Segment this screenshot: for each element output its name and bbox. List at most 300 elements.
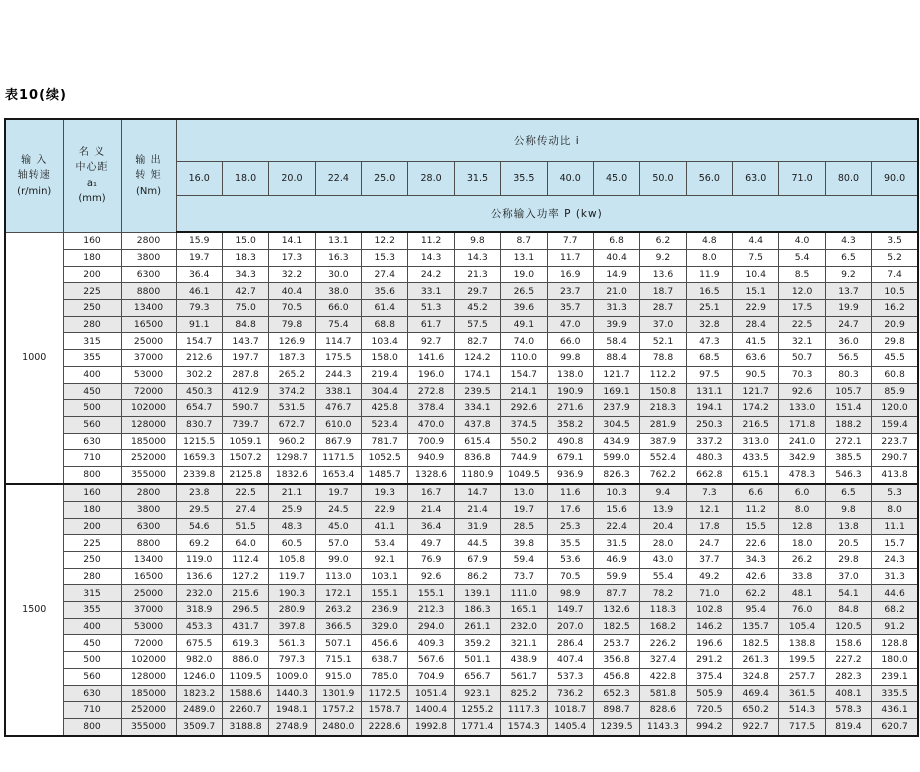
power-value-cell: 480.3 <box>686 450 732 467</box>
power-value-cell: 387.9 <box>640 433 686 450</box>
power-value-cell: 3188.8 <box>222 718 268 736</box>
center-distance-cell: 250 <box>63 300 121 317</box>
table-row <box>5 266 918 283</box>
power-value-cell: 8.7 <box>501 232 547 250</box>
power-value-cell: 55.4 <box>640 568 686 585</box>
power-value-cell: 92.7 <box>408 333 454 350</box>
center-distance-cell: 400 <box>63 366 121 383</box>
table-header <box>5 119 918 232</box>
power-value-cell: 1246.0 <box>176 668 222 685</box>
ratio-header-cell: 20.0 <box>269 161 315 195</box>
power-value-cell: 18.7 <box>640 283 686 300</box>
output-torque-cell: 3800 <box>121 250 176 267</box>
power-value-cell: 1172.5 <box>362 685 408 702</box>
power-value-cell: 476.7 <box>315 400 361 417</box>
ratio-header-cell: 71.0 <box>779 161 825 195</box>
power-value-cell: 244.3 <box>315 366 361 383</box>
power-value-cell: 74.0 <box>501 333 547 350</box>
table-row <box>5 232 918 250</box>
center-distance-cell: 450 <box>63 383 121 400</box>
power-value-cell: 318.9 <box>176 602 222 619</box>
power-value-cell: 16.2 <box>872 300 918 317</box>
power-value-cell: 10.3 <box>593 484 639 502</box>
power-value-cell: 50.7 <box>779 350 825 367</box>
power-value-cell: 15.0 <box>222 232 268 250</box>
power-value-cell: 960.2 <box>269 433 315 450</box>
power-value-cell: 19.0 <box>501 266 547 283</box>
power-value-cell: 98.9 <box>547 585 593 602</box>
power-value-cell: 58.4 <box>593 333 639 350</box>
output-torque-cell: 355000 <box>121 718 176 736</box>
power-value-cell: 375.4 <box>686 668 732 685</box>
power-value-cell: 915.0 <box>315 668 361 685</box>
power-value-cell: 27.4 <box>222 501 268 518</box>
power-value-cell: 112.2 <box>640 366 686 383</box>
power-value-cell: 982.0 <box>176 652 222 669</box>
output-torque-cell: 13400 <box>121 300 176 317</box>
power-value-cell: 31.5 <box>593 535 639 552</box>
power-value-cell: 121.7 <box>593 366 639 383</box>
power-value-cell: 337.2 <box>686 433 732 450</box>
power-value-cell: 342.9 <box>779 450 825 467</box>
power-value-cell: 27.4 <box>362 266 408 283</box>
center-distance-cell: 630 <box>63 685 121 702</box>
table-row <box>5 718 918 736</box>
power-value-cell: 12.2 <box>362 232 408 250</box>
power-value-cell: 11.9 <box>686 266 732 283</box>
power-value-cell: 282.3 <box>825 668 871 685</box>
power-value-cell: 15.9 <box>176 232 222 250</box>
output-torque-cell: 6300 <box>121 518 176 535</box>
power-value-cell: 550.2 <box>501 433 547 450</box>
ratio-header-cell: 56.0 <box>686 161 732 195</box>
power-value-cell: 22.5 <box>779 316 825 333</box>
power-value-cell: 45.0 <box>315 518 361 535</box>
power-value-cell: 261.3 <box>733 652 779 669</box>
power-value-cell: 1400.4 <box>408 702 454 719</box>
power-value-cell: 236.9 <box>362 602 408 619</box>
power-value-cell: 186.3 <box>454 602 500 619</box>
output-torque-cell: 2800 <box>121 232 176 250</box>
power-value-cell: 76.0 <box>779 602 825 619</box>
power-value-cell: 196.0 <box>408 366 454 383</box>
power-value-cell: 762.2 <box>640 466 686 484</box>
power-value-cell: 650.2 <box>733 702 779 719</box>
power-value-cell: 133.0 <box>779 400 825 417</box>
power-value-cell: 385.5 <box>825 450 871 467</box>
power-value-cell: 19.3 <box>362 484 408 502</box>
power-value-cell: 49.1 <box>501 316 547 333</box>
ratio-header-cell: 35.5 <box>501 161 547 195</box>
power-value-cell: 797.3 <box>269 652 315 669</box>
power-value-cell: 53.4 <box>362 535 408 552</box>
power-value-cell: 450.3 <box>176 383 222 400</box>
power-value-cell: 33.8 <box>779 568 825 585</box>
power-value-cell: 146.2 <box>686 618 732 635</box>
power-value-cell: 223.7 <box>872 433 918 450</box>
power-value-cell: 1052.5 <box>362 450 408 467</box>
power-value-cell: 47.3 <box>686 333 732 350</box>
power-value-cell: 44.6 <box>872 585 918 602</box>
power-value-cell: 90.5 <box>733 366 779 383</box>
power-value-cell: 155.1 <box>408 585 454 602</box>
output-torque-cell: 355000 <box>121 466 176 484</box>
power-value-cell: 97.5 <box>686 366 732 383</box>
power-value-cell: 136.6 <box>176 568 222 585</box>
table-row <box>5 635 918 652</box>
power-value-cell: 31.3 <box>593 300 639 317</box>
power-value-cell: 138.8 <box>779 635 825 652</box>
power-value-cell: 32.8 <box>686 316 732 333</box>
power-value-cell: 292.6 <box>501 400 547 417</box>
power-value-cell: 64.0 <box>222 535 268 552</box>
ratio-header-cell: 80.0 <box>825 161 871 195</box>
power-value-cell: 10.5 <box>872 283 918 300</box>
power-value-cell: 32.1 <box>779 333 825 350</box>
power-value-cell: 408.1 <box>825 685 871 702</box>
power-value-cell: 120.0 <box>872 400 918 417</box>
power-value-cell: 23.8 <box>176 484 222 502</box>
power-value-cell: 30.0 <box>315 266 361 283</box>
power-value-cell: 13.0 <box>501 484 547 502</box>
power-value-cell: 61.7 <box>408 316 454 333</box>
power-value-cell: 111.0 <box>501 585 547 602</box>
power-value-cell: 12.8 <box>779 518 825 535</box>
power-value-cell: 158.6 <box>825 635 871 652</box>
power-value-cell: 159.4 <box>872 416 918 433</box>
power-value-cell: 59.9 <box>593 568 639 585</box>
power-value-cell: 437.8 <box>454 416 500 433</box>
power-value-cell: 150.8 <box>640 383 686 400</box>
power-value-cell: 781.7 <box>362 433 408 450</box>
power-value-cell: 35.6 <box>362 283 408 300</box>
power-value-cell: 20.5 <box>825 535 871 552</box>
power-value-cell: 40.4 <box>593 250 639 267</box>
power-value-cell: 68.2 <box>872 602 918 619</box>
power-value-cell: 102.8 <box>686 602 732 619</box>
power-value-cell: 174.1 <box>454 366 500 383</box>
power-value-cell: 263.2 <box>315 602 361 619</box>
power-value-cell: 638.7 <box>362 652 408 669</box>
power-value-cell: 169.1 <box>593 383 639 400</box>
power-value-cell: 68.5 <box>686 350 732 367</box>
power-value-cell: 590.7 <box>222 400 268 417</box>
power-value-cell: 2489.0 <box>176 702 222 719</box>
power-value-cell: 49.7 <box>408 535 454 552</box>
power-value-cell: 358.2 <box>547 416 593 433</box>
power-value-cell: 436.1 <box>872 702 918 719</box>
power-value-cell: 280.9 <box>269 602 315 619</box>
power-value-cell: 4.4 <box>733 232 779 250</box>
power-value-cell: 16.3 <box>315 250 361 267</box>
power-value-cell: 219.4 <box>362 366 408 383</box>
power-value-cell: 1659.3 <box>176 450 222 467</box>
power-value-cell: 24.7 <box>686 535 732 552</box>
power-value-cell: 46.1 <box>176 283 222 300</box>
power-value-cell: 24.5 <box>315 501 361 518</box>
power-value-cell: 18.3 <box>222 250 268 267</box>
power-value-cell: 1588.6 <box>222 685 268 702</box>
power-value-cell: 431.7 <box>222 618 268 635</box>
power-value-cell: 3509.7 <box>176 718 222 736</box>
power-value-cell: 6.8 <box>593 232 639 250</box>
power-value-cell: 216.5 <box>733 416 779 433</box>
power-value-cell: 578.3 <box>825 702 871 719</box>
input-speed-cell: 1500 <box>5 484 63 736</box>
ratio-header-cell: 90.0 <box>872 161 918 195</box>
center-distance-cell: 560 <box>63 416 121 433</box>
power-value-cell: 425.8 <box>362 400 408 417</box>
power-value-cell: 327.4 <box>640 652 686 669</box>
power-value-cell: 43.0 <box>640 552 686 569</box>
power-value-cell: 1059.1 <box>222 433 268 450</box>
power-value-cell: 31.9 <box>454 518 500 535</box>
power-value-cell: 620.7 <box>872 718 918 736</box>
power-value-cell: 11.2 <box>733 501 779 518</box>
power-value-cell: 13.7 <box>825 283 871 300</box>
power-value-cell: 207.0 <box>547 618 593 635</box>
power-value-cell: 105.8 <box>269 552 315 569</box>
power-value-cell: 69.2 <box>176 535 222 552</box>
power-value-cell: 412.9 <box>222 383 268 400</box>
power-value-cell: 226.2 <box>640 635 686 652</box>
output-torque-cell: 102000 <box>121 652 176 669</box>
power-value-cell: 197.7 <box>222 350 268 367</box>
power-value-cell: 19.7 <box>176 250 222 267</box>
power-value-cell: 16.7 <box>408 484 454 502</box>
power-value-cell: 88.4 <box>593 350 639 367</box>
power-value-cell: 291.2 <box>686 652 732 669</box>
power-value-cell: 35.7 <box>547 300 593 317</box>
power-value-cell: 46.9 <box>593 552 639 569</box>
power-value-cell: 105.7 <box>825 383 871 400</box>
output-torque-cell: 8800 <box>121 283 176 300</box>
power-value-cell: 7.3 <box>686 484 732 502</box>
center-distance-cell: 355 <box>63 350 121 367</box>
power-value-cell: 40.4 <box>269 283 315 300</box>
power-value-cell: 44.5 <box>454 535 500 552</box>
output-torque-cell: 252000 <box>121 702 176 719</box>
ratio-header-cell: 16.0 <box>176 161 222 195</box>
power-value-cell: 470.0 <box>408 416 454 433</box>
power-value-cell: 338.1 <box>315 383 361 400</box>
power-value-cell: 22.5 <box>222 484 268 502</box>
power-value-cell: 237.9 <box>593 400 639 417</box>
power-value-cell: 272.8 <box>408 383 454 400</box>
power-value-cell: 11.2 <box>408 232 454 250</box>
power-value-cell: 2228.6 <box>362 718 408 736</box>
table-row <box>5 668 918 685</box>
power-value-cell: 132.6 <box>593 602 639 619</box>
power-value-cell: 19.7 <box>315 484 361 502</box>
power-value-cell: 54.6 <box>176 518 222 535</box>
power-value-cell: 22.9 <box>733 300 779 317</box>
power-value-cell: 70.5 <box>269 300 315 317</box>
power-value-cell: 70.5 <box>547 568 593 585</box>
power-value-cell: 28.7 <box>640 300 686 317</box>
power-value-cell: 25.9 <box>269 501 315 518</box>
power-value-cell: 110.0 <box>501 350 547 367</box>
power-value-cell: 14.3 <box>454 250 500 267</box>
power-rating-table <box>4 118 919 737</box>
power-value-cell: 736.2 <box>547 685 593 702</box>
power-value-cell: 704.9 <box>408 668 454 685</box>
power-value-cell: 13.9 <box>640 501 686 518</box>
power-value-cell: 5.2 <box>872 250 918 267</box>
power-value-cell: 241.0 <box>779 433 825 450</box>
power-value-cell: 13.6 <box>640 266 686 283</box>
power-value-cell: 227.2 <box>825 652 871 669</box>
power-value-cell: 1255.2 <box>454 702 500 719</box>
power-value-cell: 124.2 <box>454 350 500 367</box>
power-value-cell: 1328.6 <box>408 466 454 484</box>
power-value-cell: 546.3 <box>825 466 871 484</box>
ratio-header-cell: 25.0 <box>362 161 408 195</box>
center-distance-cell: 200 <box>63 266 121 283</box>
power-value-cell: 29.8 <box>872 333 918 350</box>
power-value-cell: 155.1 <box>362 585 408 602</box>
power-value-cell: 131.1 <box>686 383 732 400</box>
power-value-cell: 212.6 <box>176 350 222 367</box>
power-value-cell: 17.8 <box>686 518 732 535</box>
power-value-cell: 172.1 <box>315 585 361 602</box>
power-value-cell: 92.6 <box>408 568 454 585</box>
power-value-cell: 1109.5 <box>222 668 268 685</box>
power-value-cell: 37.0 <box>825 568 871 585</box>
power-value-cell: 501.1 <box>454 652 500 669</box>
power-value-cell: 84.8 <box>825 602 871 619</box>
table-row <box>5 552 918 569</box>
power-value-cell: 28.0 <box>640 535 686 552</box>
power-value-cell: 6.2 <box>640 232 686 250</box>
power-value-cell: 15.3 <box>362 250 408 267</box>
power-value-cell: 13.1 <box>501 250 547 267</box>
power-value-cell: 7.7 <box>547 232 593 250</box>
power-value-cell: 1440.3 <box>269 685 315 702</box>
ratio-header-cell: 63.0 <box>733 161 779 195</box>
power-value-cell: 378.4 <box>408 400 454 417</box>
power-value-cell: 5.4 <box>779 250 825 267</box>
power-value-cell: 265.2 <box>269 366 315 383</box>
center-distance-cell: 160 <box>63 232 121 250</box>
power-value-cell: 715.1 <box>315 652 361 669</box>
header-power-span: 公称输入功率 P (kw) <box>176 195 918 232</box>
power-value-cell: 7.4 <box>872 266 918 283</box>
center-distance-cell: 315 <box>63 333 121 350</box>
center-distance-cell: 180 <box>63 250 121 267</box>
table-row <box>5 535 918 552</box>
power-value-cell: 615.1 <box>733 466 779 484</box>
power-value-cell: 12.1 <box>686 501 732 518</box>
power-value-cell: 56.5 <box>825 350 871 367</box>
power-value-cell: 60.5 <box>269 535 315 552</box>
power-value-cell: 422.8 <box>640 668 686 685</box>
power-value-cell: 361.5 <box>779 685 825 702</box>
center-distance-cell: 355 <box>63 602 121 619</box>
output-torque-cell: 252000 <box>121 450 176 467</box>
power-value-cell: 28.5 <box>501 518 547 535</box>
power-value-cell: 867.9 <box>315 433 361 450</box>
power-value-cell: 91.1 <box>176 316 222 333</box>
power-value-cell: 11.1 <box>872 518 918 535</box>
power-value-cell: 36.4 <box>176 266 222 283</box>
power-value-cell: 9.8 <box>825 501 871 518</box>
power-value-cell: 15.6 <box>593 501 639 518</box>
output-torque-cell: 102000 <box>121 400 176 417</box>
power-value-cell: 14.1 <box>269 232 315 250</box>
power-value-cell: 717.5 <box>779 718 825 736</box>
power-value-cell: 139.1 <box>454 585 500 602</box>
table-body <box>5 232 918 736</box>
power-value-cell: 281.9 <box>640 416 686 433</box>
power-value-cell: 171.8 <box>779 416 825 433</box>
power-value-cell: 85.9 <box>872 383 918 400</box>
power-value-cell: 54.1 <box>825 585 871 602</box>
table-row <box>5 518 918 535</box>
power-value-cell: 214.1 <box>501 383 547 400</box>
power-value-cell: 105.4 <box>779 618 825 635</box>
power-value-cell: 99.8 <box>547 350 593 367</box>
power-value-cell: 1832.6 <box>269 466 315 484</box>
power-value-cell: 21.0 <box>593 283 639 300</box>
power-value-cell: 29.5 <box>176 501 222 518</box>
power-value-cell: 615.4 <box>454 433 500 450</box>
power-value-cell: 1992.8 <box>408 718 454 736</box>
power-value-cell: 232.0 <box>176 585 222 602</box>
power-value-cell: 478.3 <box>779 466 825 484</box>
power-value-cell: 75.0 <box>222 300 268 317</box>
center-distance-cell: 710 <box>63 450 121 467</box>
power-value-cell: 4.8 <box>686 232 732 250</box>
power-value-cell: 654.7 <box>176 400 222 417</box>
power-value-cell: 785.0 <box>362 668 408 685</box>
power-value-cell: 261.1 <box>454 618 500 635</box>
table-row <box>5 366 918 383</box>
center-distance-cell: 560 <box>63 668 121 685</box>
power-value-cell: 9.4 <box>640 484 686 502</box>
power-value-cell: 1180.9 <box>454 466 500 484</box>
power-value-cell: 17.6 <box>547 501 593 518</box>
power-value-cell: 45.2 <box>454 300 500 317</box>
table-row <box>5 400 918 417</box>
table-row <box>5 433 918 450</box>
output-torque-cell: 185000 <box>121 433 176 450</box>
power-value-cell: 407.4 <box>547 652 593 669</box>
power-value-cell: 22.9 <box>362 501 408 518</box>
power-value-cell: 744.9 <box>501 450 547 467</box>
power-value-cell: 21.4 <box>408 501 454 518</box>
power-value-cell: 174.2 <box>733 400 779 417</box>
power-value-cell: 41.1 <box>362 518 408 535</box>
center-distance-cell: 710 <box>63 702 121 719</box>
power-value-cell: 1117.3 <box>501 702 547 719</box>
power-value-cell: 36.0 <box>825 333 871 350</box>
power-value-cell: 6.5 <box>825 484 871 502</box>
power-value-cell: 1143.3 <box>640 718 686 736</box>
center-distance-cell: 225 <box>63 535 121 552</box>
table-row <box>5 316 918 333</box>
power-value-cell: 53.6 <box>547 552 593 569</box>
output-torque-cell: 128000 <box>121 668 176 685</box>
power-value-cell: 91.2 <box>872 618 918 635</box>
power-value-cell: 1771.4 <box>454 718 500 736</box>
power-value-cell: 66.0 <box>547 333 593 350</box>
power-value-cell: 143.7 <box>222 333 268 350</box>
ratio-header-cell: 22.4 <box>315 161 361 195</box>
power-value-cell: 24.7 <box>825 316 871 333</box>
power-value-cell: 1018.7 <box>547 702 593 719</box>
power-value-cell: 374.5 <box>501 416 547 433</box>
